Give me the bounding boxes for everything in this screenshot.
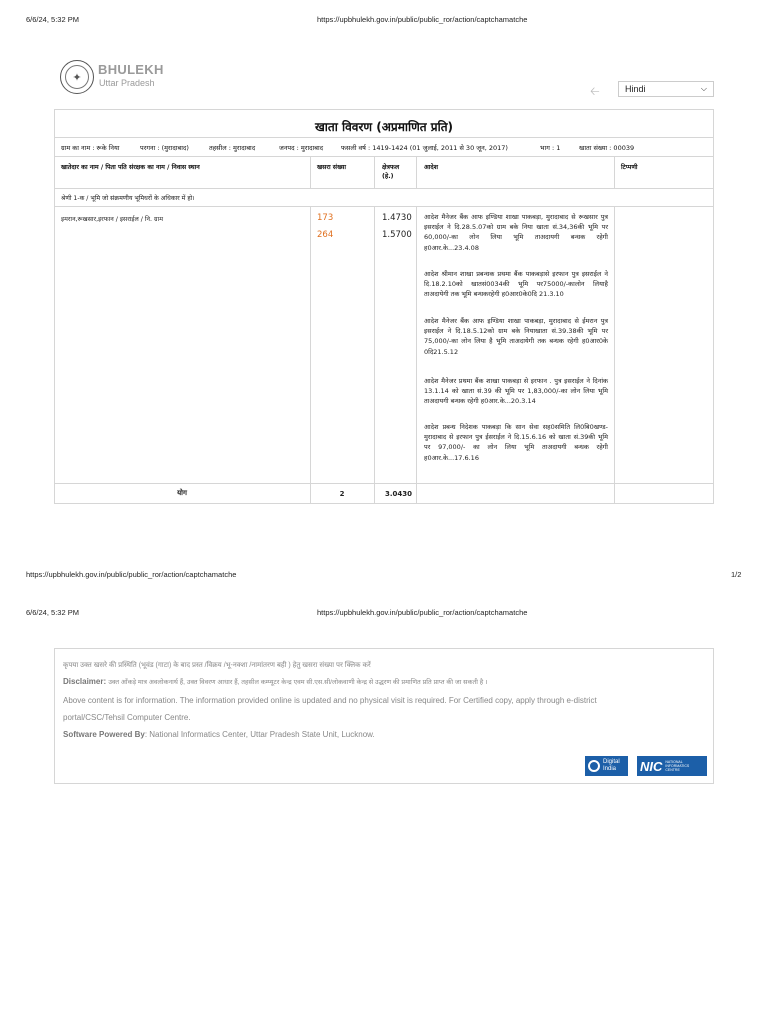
fasli-year: फसली वर्ष : 1419-1424 (01 जुलाई, 2011 से 30 जून, 2017) (341, 144, 508, 152)
total-area: 3.0430 (385, 490, 413, 498)
bhag: भाग : 1 (540, 144, 561, 152)
site-title: BHULEKH (98, 62, 164, 77)
page-number: 1/2 (731, 570, 742, 579)
software-label: Software Powered By (63, 730, 145, 739)
nic-logo (637, 756, 707, 776)
print-url: https://upbhulekh.gov.in/public/public_ror/action/captchamatche (317, 608, 528, 617)
page-footer-url: https://upbhulekh.gov.in/public/public_ror/action/captchamatche (26, 570, 237, 579)
col-divider (416, 206, 417, 504)
nic-line1: NATIONAL (665, 760, 683, 764)
village-name: ग्राम का नाम : रूके निया (61, 144, 120, 152)
header-area (382, 163, 399, 181)
order-entry: आदेश श्रीमान शाखा प्रबन्धक प्रथमा बैंक पाकबड़ासे इरफान पुत्र इसराईल ने दि.18.2.10को खातसं0034की भूमि पर75000/-कालोन लियाहै ताअदायेगी तक भूमि बन्धकरहेगी ह0आर0के0दि 21.3.10 (424, 270, 608, 299)
site-subtitle: Uttar Pradesh (99, 78, 155, 88)
digital-india-line2: India (603, 766, 617, 772)
table-header-border (54, 188, 714, 189)
col-divider (310, 206, 311, 504)
software-credit (63, 730, 375, 739)
col-divider (374, 206, 375, 504)
land-category: श्रेणी 1-क / भूमि जो संक्रमणीय भूमिधरों के अधिकार में हो। (61, 195, 195, 202)
nic-line3: CENTRE (665, 768, 680, 772)
area-value: 1.5700 (382, 230, 412, 240)
print-url: https://upbhulekh.gov.in/public/public_ror/action/captchamatche (317, 15, 528, 24)
header-remarks: टिप्पणी (621, 164, 638, 171)
print-datetime: 6/6/24, 5:32 PM (26, 15, 79, 24)
pargana-name: परगना : (मुरादाबाद) (140, 144, 189, 152)
chevron-down-icon: ⌵ (700, 84, 707, 93)
header-order: आदेश (424, 164, 439, 171)
back-arrow-icon[interactable]: 🡠 (590, 84, 600, 98)
header-owner: खातेदार का नाम / पिता पति संरक्षक का नाम / निवास स्थान (61, 164, 200, 171)
digital-india-line1: Digital (603, 759, 620, 765)
disclaimer-label: Disclaimer: (63, 677, 107, 686)
table-top-border (54, 156, 714, 157)
header-area-line1: क्षेत्रफल (382, 164, 400, 171)
language-select[interactable] (618, 81, 714, 97)
col-divider (310, 156, 311, 188)
khasra-click-instruction: कृपया उक्त खसरे की प्रस्थिति (भूवंड (गाटा) के बाद प्रस्त /विक्रय /भू-नक्शा /नामांतरण बही ) हेतु खसरा संख्या पर क्लिक करें (63, 662, 371, 669)
order-entry: आदेश मैनेजर बैंक आफ इण्डिया शाखा पाकबड़ा, मुरादाबाद से ईमरान पुत्र इसराईल ने दि.18.5.12को ग्राम बके नियाखाता सं.39.38की भूमि पर 75,000/-का लोन लिया है भूमि ताअदायेगी तक बन्धक रहेगी ह0आर0के 0दि21.5.12 (424, 317, 608, 356)
total-khasra-count: 2 (339, 490, 345, 498)
digital-india-icon (588, 760, 600, 772)
order-entry: आदेश प्रबन्ध निदेशक पाकबड़ा कि सान सेवा सह0समिति लि0बि0खण्ड-मुरादाबाद से इरफान पुत्र ईसराईल ने दि.15.6.16 को खाता सं.39की भूमि पर 97,000/- का लोन लिया भूमि ताअदायगी बन्धक रहेगी ह0आर.के...17.6.16 (424, 423, 608, 462)
header-area-line2: (हे.) (382, 173, 394, 180)
disclaimer-text: उक्त आँकड़े मात्र अवलोकनार्थ हैं, उक्त विवरण आधार हैं, तहसील कम्प्यूटर केन्द्र एवम सी.एस.सी/लोकवाणी केन्द्र से उद्धरण की प्रमाणित प्रति प्राप्त की जा सकती है । (108, 679, 488, 686)
digital-india-logo (585, 756, 628, 776)
order-entry: आदेश मैनेजर प्रथमा बैंक शाखा पाकबड़ा से इरफान . पुत्र इसराईल ने दिनांक 13.1.14 को खाता सं.39 की भूमि पर 1,83,000/-का लोन लिया भूमि ताअदायगी बन्धक रहेगी ह0आर.के...20.3.14 (424, 377, 608, 406)
info-line-1: Above content is for information. The information provided online is updated and no physical visit is required. For Certified copy, apply through e-district (63, 696, 597, 705)
col-divider (614, 156, 615, 188)
col-divider (416, 156, 417, 188)
tehsil-name: तहसील : मुरादाबाद (209, 144, 256, 152)
panel-title: खाता विवरण (अप्रमाणित प्रति) (314, 120, 454, 134)
up-emblem-logo (60, 60, 94, 94)
area-value: 1.4730 (382, 213, 412, 223)
emblem-icon: ✦ (65, 65, 89, 89)
district-name: जनपद : मुरादाबाद (279, 144, 324, 152)
language-select-value: Hindi (625, 84, 646, 94)
nic-logo-text: NIC (640, 758, 663, 774)
info-line-2: portal/CSC/Tehsil Computer Centre. (63, 713, 191, 722)
category-border (54, 206, 714, 207)
order-entry: आदेश मैनेजर बैंक आफ इण्डिया शाखा पाकबड़ा, मुरादाबाद से रूखसार पुत्र इसराईल ने दि.28.5.07को ग्राम बके निया खाता सं.34,36की भूमि पर 60,000/-का लोन लिया भूमि ताअदायगी बन्धक रहेगी ह0आर.के...23.4.08 (424, 213, 608, 252)
owner-names: इमरान,रूखसार,इरफान / इसराईल / नि. ग्राम (61, 216, 163, 223)
total-row-border (54, 483, 714, 484)
header-khasra: खसरा संख्या (317, 164, 347, 171)
disclaimer (63, 677, 487, 686)
col-divider (614, 206, 615, 504)
divider (54, 137, 714, 138)
col-divider (374, 156, 375, 188)
khata-number: खाता संख्या : 00039 (579, 144, 635, 152)
total-label: योग (177, 489, 187, 497)
khasra-link[interactable]: 264 (317, 230, 334, 240)
print-datetime: 6/6/24, 5:32 PM (26, 608, 79, 617)
software-text: : National Informatics Center, Uttar Pradesh State Unit, Lucknow. (144, 730, 375, 739)
nic-line2: INFORMATICS (665, 764, 690, 768)
khasra-link[interactable]: 173 (317, 213, 334, 223)
